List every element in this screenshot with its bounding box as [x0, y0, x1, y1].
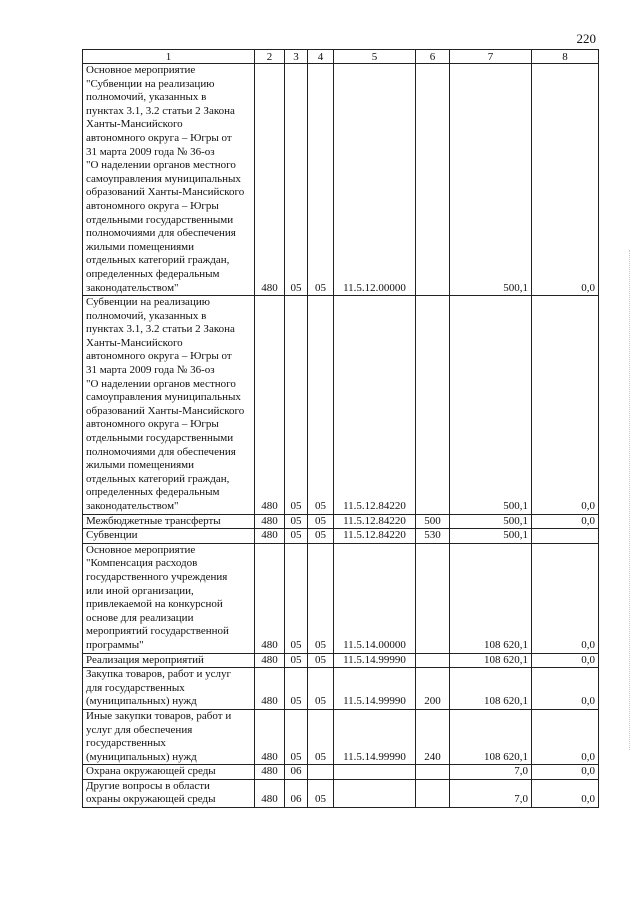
- row-section-code: 05: [285, 653, 308, 668]
- row-amount-2: 0,0: [532, 765, 599, 780]
- row-subsection-code: 05: [308, 779, 334, 807]
- table-row: [83, 64, 599, 296]
- row-expense-type: [416, 64, 450, 296]
- row-subsection-code: 05: [308, 296, 334, 515]
- row-subsection-code: 05: [308, 543, 334, 653]
- table-row: [83, 668, 599, 710]
- row-amount: 108 620,1: [450, 653, 532, 668]
- row-amount-2: 0,0: [532, 543, 599, 653]
- row-section-code: 06: [285, 779, 308, 807]
- table-row: [83, 765, 599, 780]
- table-row: [83, 296, 599, 515]
- row-ministry-code: 480: [255, 709, 285, 764]
- row-amount-2: 0,0: [532, 709, 599, 764]
- row-section-code: 05: [285, 296, 308, 515]
- row-ministry-code: 480: [255, 296, 285, 515]
- row-amount: 500,1: [450, 514, 532, 529]
- row-amount: 7,0: [450, 765, 532, 780]
- row-section-code: 05: [285, 64, 308, 296]
- row-target-article: 11.5.14.99990: [334, 709, 416, 764]
- table-row: [83, 543, 599, 653]
- row-amount-2: 0,0: [532, 653, 599, 668]
- table-row: [83, 709, 599, 764]
- column-header: 5: [334, 50, 416, 64]
- row-ministry-code: 480: [255, 514, 285, 529]
- row-target-article: 11.5.12.00000: [334, 64, 416, 296]
- row-name: Субвенции на реализацию полномочий, указанных в пунктах 3.1, 3.2 статьи 2 Закона Ханты-Мансийского автономного округа – Югры от 31 марта 2009 года № 36-оз "О наделении органов местного самоуправления муниципальных образований Ханты-Мансийского автономного округа – Югры отдельными государственными полномочиями для обеспечения жилыми помещениями отдельных категорий граждан, определенных федеральным законодательством": [83, 296, 255, 515]
- row-name: Субвенции: [83, 529, 255, 544]
- row-section-code: 05: [285, 709, 308, 764]
- column-header: 6: [416, 50, 450, 64]
- row-ministry-code: 480: [255, 765, 285, 780]
- row-expense-type: 530: [416, 529, 450, 544]
- row-name: Реализация мероприятий: [83, 653, 255, 668]
- row-expense-type: 200: [416, 668, 450, 710]
- row-expense-type: [416, 779, 450, 807]
- row-subsection-code: [308, 765, 334, 780]
- scan-edge-marks: [629, 250, 632, 750]
- row-amount: 108 620,1: [450, 668, 532, 710]
- row-target-article: [334, 779, 416, 807]
- row-amount: 500,1: [450, 529, 532, 544]
- row-section-code: 06: [285, 765, 308, 780]
- column-header: 2: [255, 50, 285, 64]
- row-amount: 500,1: [450, 64, 532, 296]
- row-section-code: 05: [285, 529, 308, 544]
- column-header: 8: [532, 50, 599, 64]
- row-amount-2: 0,0: [532, 779, 599, 807]
- row-expense-type: [416, 543, 450, 653]
- page-number: 220: [576, 31, 596, 46]
- row-amount: 500,1: [450, 296, 532, 515]
- row-target-article: 11.5.14.99990: [334, 653, 416, 668]
- row-name: Основное мероприятие "Компенсация расходов государственного учреждения или иной организации, привлекаемой на конкурсной основе для реализации мероприятий государственной программы": [83, 543, 255, 653]
- row-target-article: 11.5.14.00000: [334, 543, 416, 653]
- row-subsection-code: 05: [308, 64, 334, 296]
- row-amount-2: 0,0: [532, 668, 599, 710]
- table-row: [83, 653, 599, 668]
- table-row: [83, 779, 599, 807]
- row-expense-type: [416, 296, 450, 515]
- row-target-article: 11.5.14.99990: [334, 668, 416, 710]
- row-subsection-code: 05: [308, 529, 334, 544]
- row-ministry-code: 480: [255, 543, 285, 653]
- table-header-row: [83, 50, 599, 64]
- row-amount-2: [532, 529, 599, 544]
- column-header: 3: [285, 50, 308, 64]
- row-expense-type: [416, 653, 450, 668]
- row-amount-2: 0,0: [532, 64, 599, 296]
- row-section-code: 05: [285, 514, 308, 529]
- row-target-article: 11.5.12.84220: [334, 296, 416, 515]
- row-ministry-code: 480: [255, 653, 285, 668]
- row-name: Межбюджетные трансферты: [83, 514, 255, 529]
- row-expense-type: [416, 765, 450, 780]
- row-amount-2: 0,0: [532, 514, 599, 529]
- row-section-code: 05: [285, 668, 308, 710]
- row-name: Основное мероприятие "Субвенции на реализацию полномочий, указанных в пунктах 3.1, 3.2 статьи 2 Закона Ханты-Мансийского автономного округа – Югры от 31 марта 2009 года № 36-оз "О наделении органов местного самоуправления муниципальных образований Ханты-Мансийского автономного округа – Югры отдельными государственными полномочиями для обеспечения жилыми помещениями отдельных категорий граждан, определенных федеральным законодательством": [83, 64, 255, 296]
- row-name: Иные закупки товаров, работ и услуг для обеспечения государственных (муниципальных) нужд: [83, 709, 255, 764]
- row-name: Закупка товаров, работ и услуг для государственных (муниципальных) нужд: [83, 668, 255, 710]
- table-row: [83, 529, 599, 544]
- row-amount: 7,0: [450, 779, 532, 807]
- row-ministry-code: 480: [255, 529, 285, 544]
- row-name: Другие вопросы в области охраны окружающей среды: [83, 779, 255, 807]
- column-header: 4: [308, 50, 334, 64]
- row-section-code: 05: [285, 543, 308, 653]
- row-target-article: 11.5.12.84220: [334, 514, 416, 529]
- row-amount-2: 0,0: [532, 296, 599, 515]
- budget-table: [82, 49, 599, 808]
- row-ministry-code: 480: [255, 779, 285, 807]
- row-target-article: 11.5.12.84220: [334, 529, 416, 544]
- row-subsection-code: 05: [308, 709, 334, 764]
- row-subsection-code: 05: [308, 514, 334, 529]
- row-target-article: [334, 765, 416, 780]
- row-amount: 108 620,1: [450, 709, 532, 764]
- row-ministry-code: 480: [255, 64, 285, 296]
- column-header: 1: [83, 50, 255, 64]
- column-header: 7: [450, 50, 532, 64]
- row-expense-type: 240: [416, 709, 450, 764]
- row-subsection-code: 05: [308, 653, 334, 668]
- row-name: Охрана окружающей среды: [83, 765, 255, 780]
- row-ministry-code: 480: [255, 668, 285, 710]
- row-expense-type: 500: [416, 514, 450, 529]
- table-row: [83, 514, 599, 529]
- row-subsection-code: 05: [308, 668, 334, 710]
- row-amount: 108 620,1: [450, 543, 532, 653]
